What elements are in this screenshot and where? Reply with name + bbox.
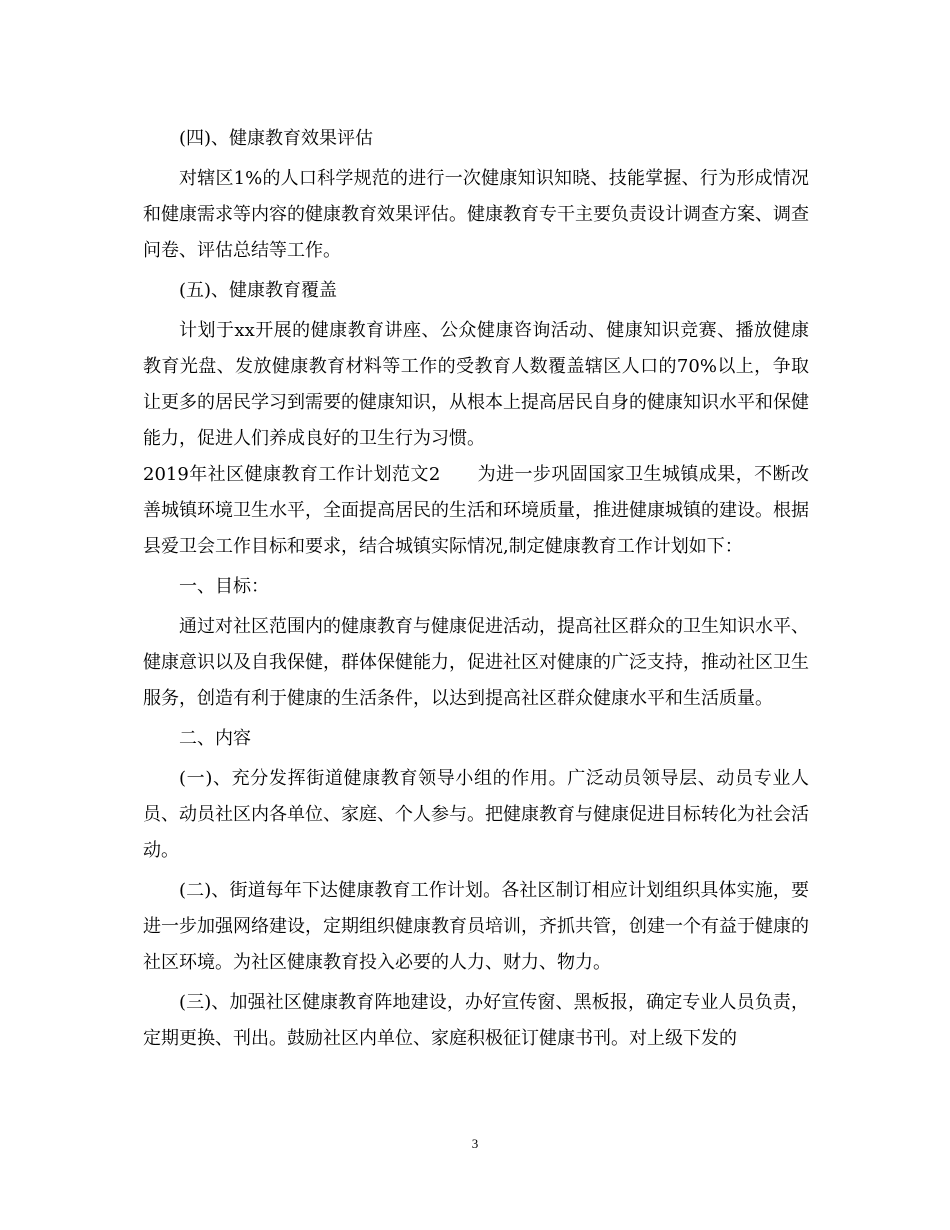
page-number: 3 — [471, 1136, 479, 1151]
paragraph-plan-intro: 2019年社区健康教育工作计划范文2 为进一步巩固国家卫生城镇成果，不断改善城镇环境卫生水平，全面提高居民的生活和环境质量，推进健康城镇的建设。根据县爱卫会工作目标和要求，结合城镇实际情况,制定健康教育工作计划如下： — [143, 464, 809, 557]
paragraph-evaluation: 对辖区1%的人口科学规范的进行一次健康知识知晓、技能掌握、行为形成情况和健康需求等内容的健康教育效果评估。健康教育专干主要负责设计调查方案、调查问卷、评估总结等工作。 — [143, 168, 809, 261]
section-heading-content: 二、内容 — [179, 728, 251, 749]
document-body — [143, 121, 809, 1057]
paragraph-content-1: (一)、充分发挥街道健康教育领导小组的作用。广泛动员领导层、动员专业人员、动员社区内各单位、家庭、个人参与。把健康教育与健康促进目标转化为社会活动。 — [143, 768, 809, 861]
section-heading-goals: 一、目标： — [179, 576, 269, 597]
section-heading-evaluation: (四)、健康教育效果评估 — [179, 128, 374, 149]
section-heading-coverage: (五)、健康教育覆盖 — [179, 280, 338, 301]
paragraph-content-3: (三)、加强社区健康教育阵地建设，办好宣传窗、黑板报，确定专业人员负责，定期更换、刊出。鼓励社区内单位、家庭积极征订健康书刊。对上级下发的 — [143, 992, 809, 1049]
paragraph-goals: 通过对社区范围内的健康教育与健康促进活动，提高社区群众的卫生知识水平、健康意识以及自我保健，群体保健能力，促进社区对健康的广泛支持，推动社区卫生服务，创造有利于健康的生活条件，以达到提高社区群众健康水平和生活质量。 — [143, 616, 809, 709]
paragraph-content-2: (二)、街道每年下达健康教育工作计划。各社区制订相应计划组织具体实施，要进一步加强网络建设，定期组织健康教育员培训，齐抓共管，创建一个有益于健康的社区环境。为社区健康教育投入必要的人力、财力、物力。 — [143, 880, 809, 973]
paragraph-coverage: 计划于xx开展的健康教育讲座、公众健康咨询活动、健康知识竞赛、播放健康教育光盘、发放健康教育材料等工作的受教育人数覆盖辖区人口的70%以上，争取让更多的居民学习到需要的健康知识，从根本上提高居民自身的健康知识水平和保健能力，促进人们养成良好的卫生行为习惯。 — [143, 320, 809, 449]
